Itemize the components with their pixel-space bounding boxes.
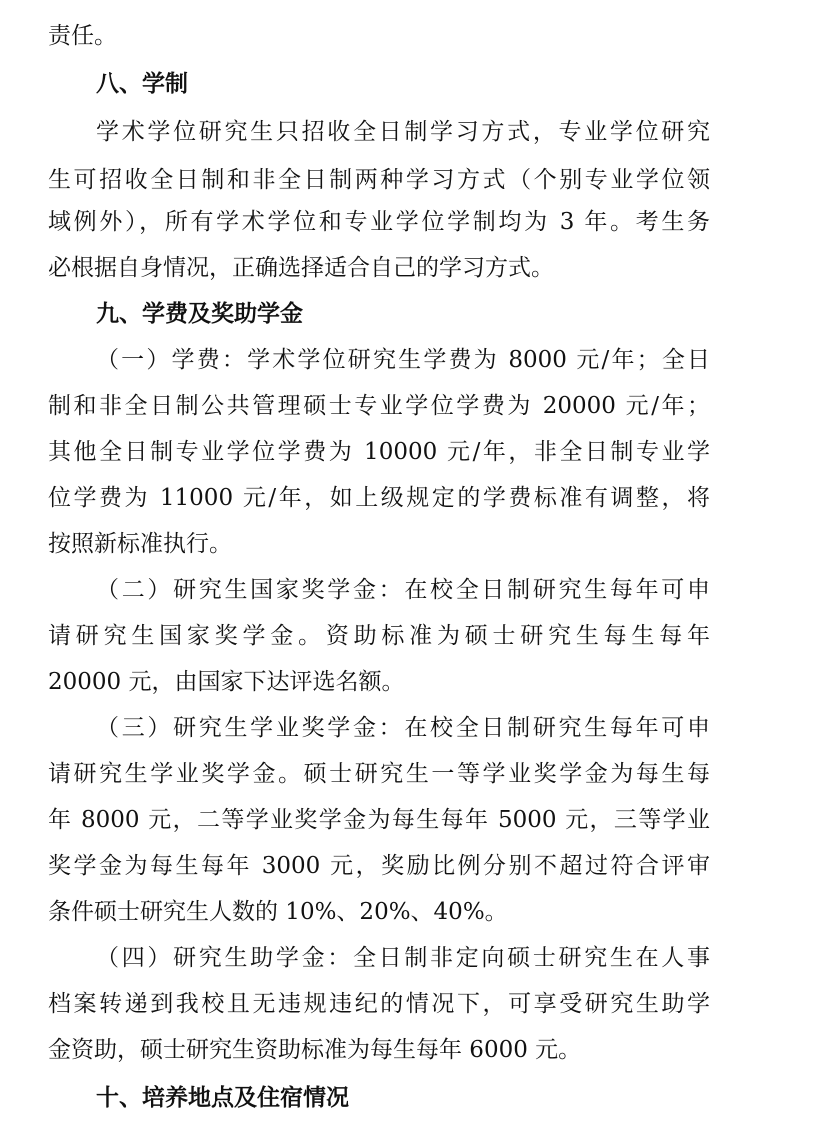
paragraph-line: 学术学位研究生只招收全日制学习方式，专业学位研究 bbox=[96, 119, 710, 145]
section-heading-10: 十、培养地点及住宿情况 bbox=[96, 1085, 349, 1111]
paragraph-line: 生可招收全日制和非全日制两种学习方式（个别专业学位领 bbox=[48, 167, 710, 193]
paragraph-line: 请研究生国家奖学金。资助标准为硕士研究生每生每年 bbox=[48, 623, 710, 649]
paragraph-line: 按照新标准执行。 bbox=[48, 531, 232, 557]
paragraph-line: （二）研究生国家奖学金：在校全日制研究生每年可申 bbox=[96, 577, 710, 603]
paragraph-line: 位学费为 11000 元/年，如上级规定的学费标准有调整，将 bbox=[48, 485, 710, 511]
section-heading-9: 九、学费及奖助学金 bbox=[96, 301, 303, 327]
paragraph-line: 责任。 bbox=[48, 23, 117, 49]
paragraph-line: （四）研究生助学金：全日制非定向硕士研究生在人事 bbox=[96, 945, 710, 971]
paragraph-line: 其他全日制专业学位学费为 10000 元/年，非全日制专业学 bbox=[48, 439, 710, 465]
section-heading-8: 八、学制 bbox=[96, 71, 188, 97]
paragraph-line: 年 8000 元，二等学业奖学金为每生每年 5000 元，三等学业 bbox=[48, 807, 710, 833]
paragraph-line: 制和非全日制公共管理硕士专业学位学费为 20000 元/年； bbox=[48, 393, 710, 419]
paragraph-line: 奖学金为每生每年 3000 元，奖励比例分别不超过符合评审 bbox=[48, 853, 710, 879]
paragraph-line: 必根据自身情况，正确选择适合自己的学习方式。 bbox=[48, 255, 554, 281]
paragraph-line: 域例外），所有学术学位和专业学位学制均为 3 年。考生务 bbox=[48, 209, 710, 235]
paragraph-line: 20000 元，由国家下达评选名额。 bbox=[48, 669, 405, 695]
paragraph-line: 条件硕士研究生人数的 10%、20%、40%。 bbox=[48, 899, 508, 925]
paragraph-line: 请研究生学业奖学金。硕士研究生一等学业奖学金为每生每 bbox=[48, 761, 710, 787]
paragraph-line: （三）研究生学业奖学金：在校全日制研究生每年可申 bbox=[96, 715, 710, 741]
paragraph-line: （一）学费：学术学位研究生学费为 8000 元/年；全日 bbox=[96, 347, 710, 373]
paragraph-line: 档案转递到我校且无违规违纪的情况下，可享受研究生助学 bbox=[48, 991, 710, 1017]
paragraph-line: 金资助，硕士研究生资助标准为每生每年 6000 元。 bbox=[48, 1037, 582, 1063]
